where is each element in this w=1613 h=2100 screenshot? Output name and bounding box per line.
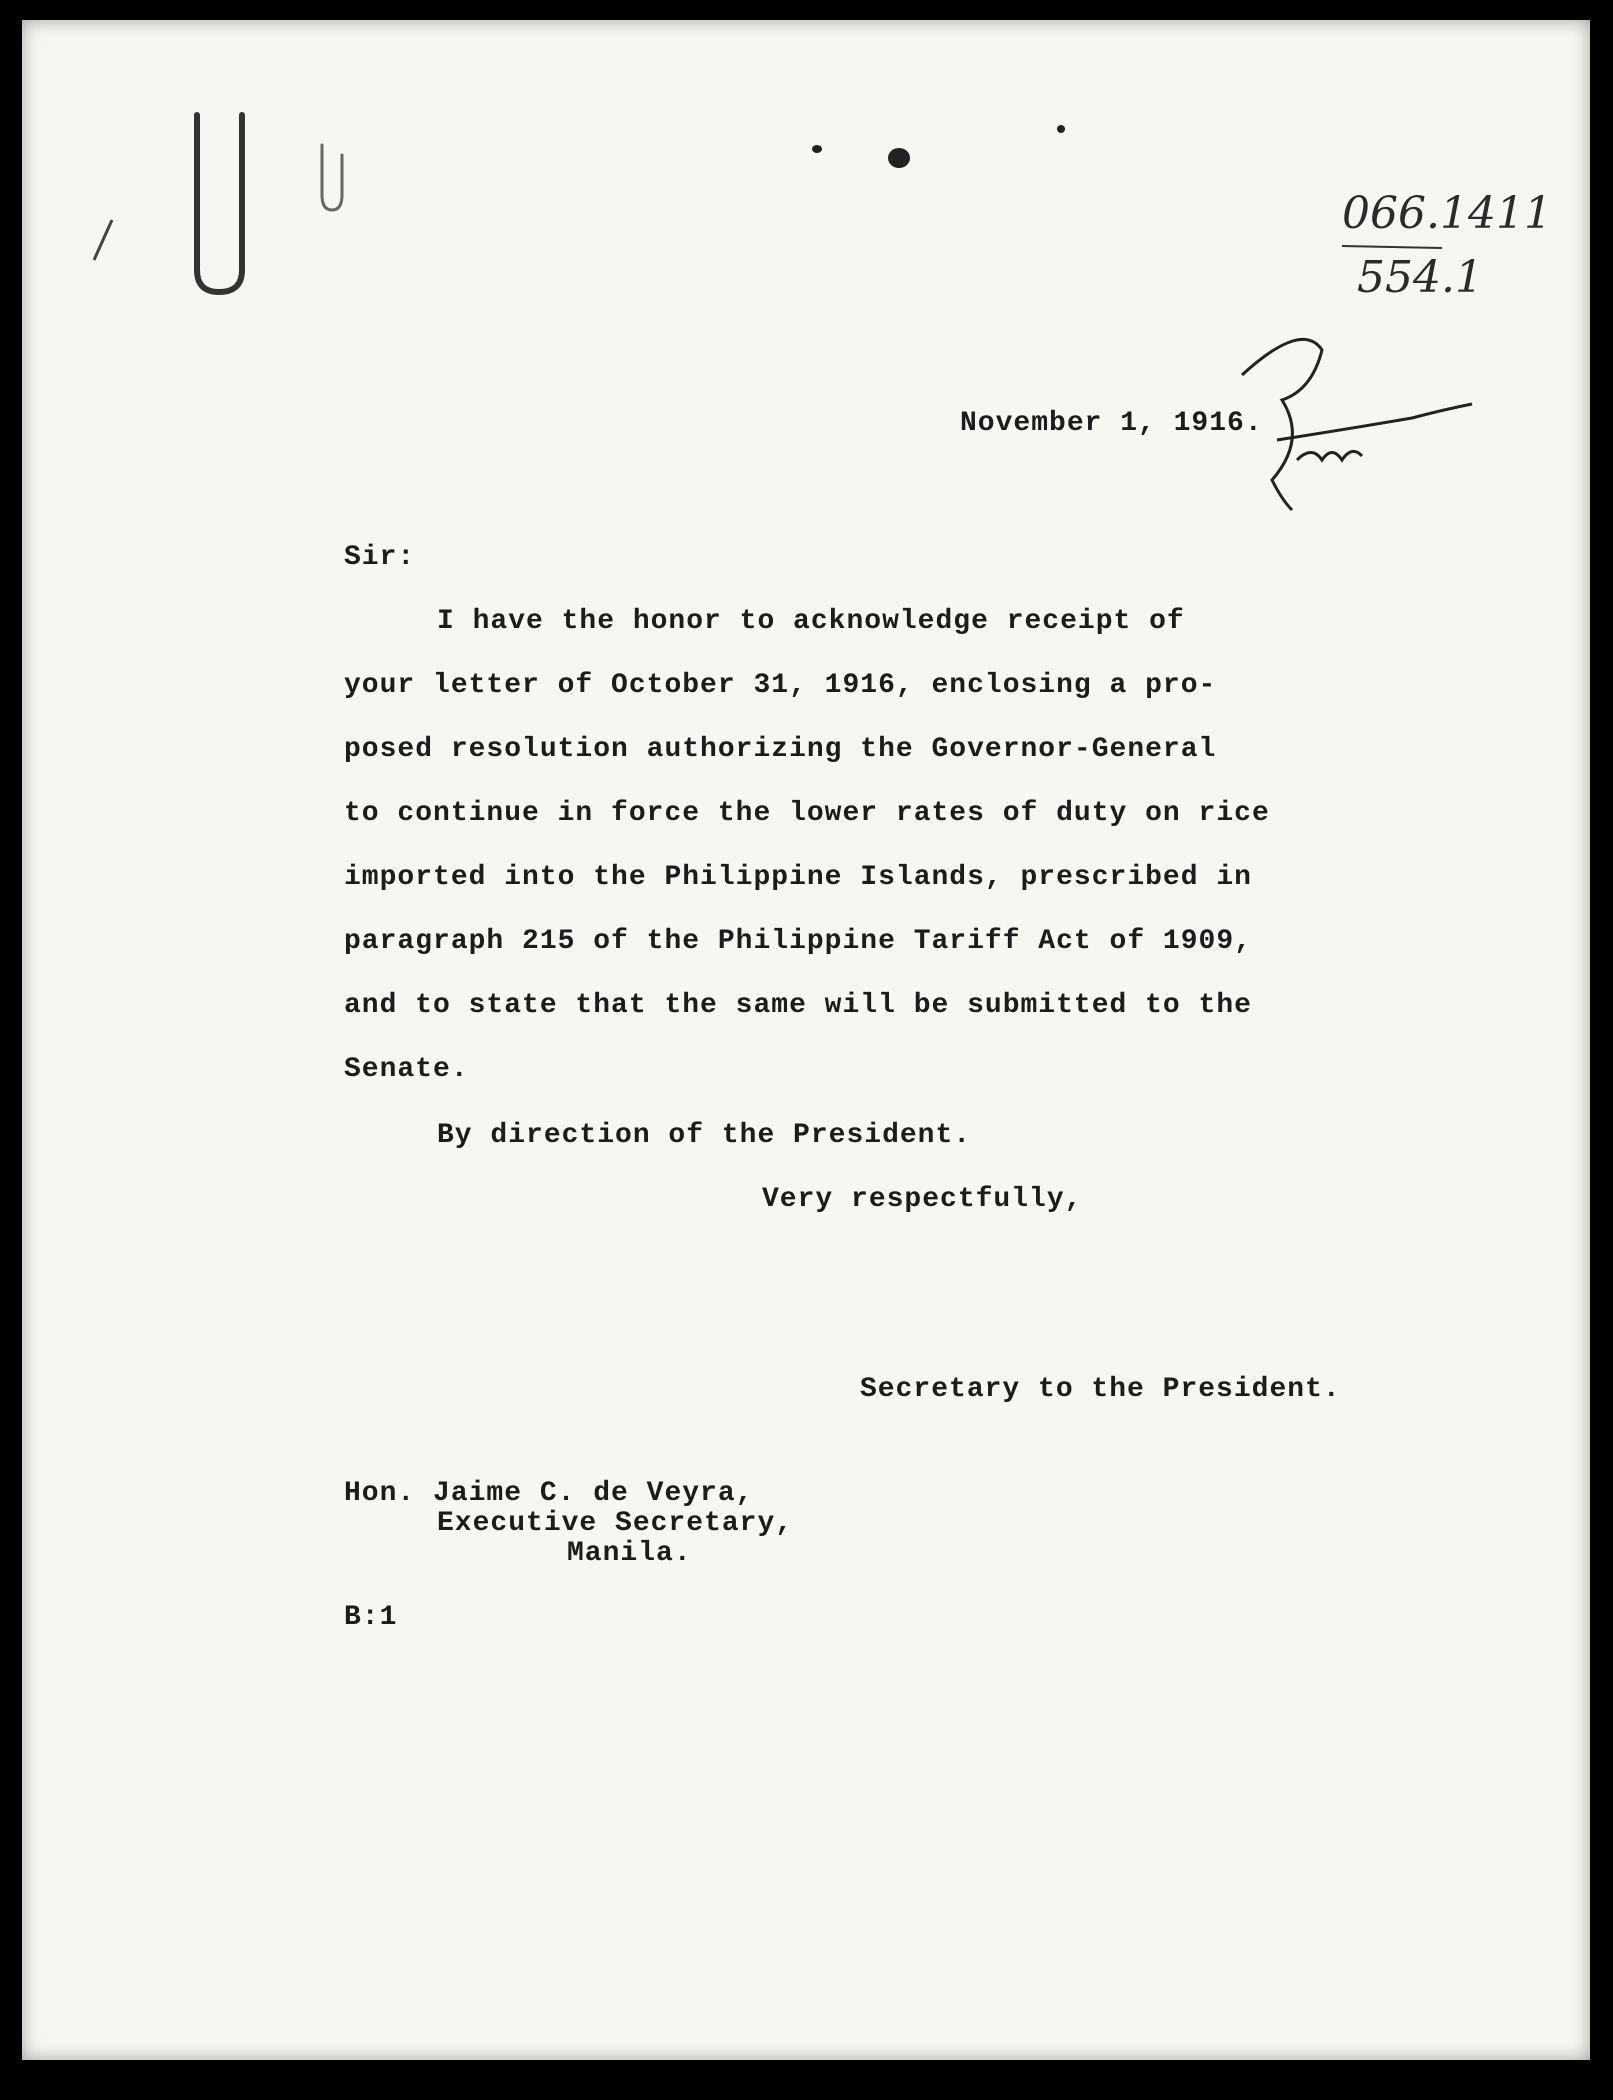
addressee-title: Executive Secretary, xyxy=(437,1508,794,1539)
file-number-top: 066.1411 xyxy=(1342,188,1552,239)
initials-underline xyxy=(1277,404,1472,440)
closing: Very respectfully, xyxy=(762,1184,1083,1215)
ink-speck xyxy=(812,145,822,153)
body-line-1: I have the honor to acknowledge receipt of xyxy=(437,606,1185,637)
file-number-bottom: 554.1 xyxy=(1357,252,1483,303)
paper-clip-outline xyxy=(197,115,242,292)
ink-blot xyxy=(888,148,910,168)
reference-initials: B:1 xyxy=(344,1602,398,1633)
addressee-name: Hon. Jaime C. de Veyra, xyxy=(344,1478,754,1509)
body-line-2: your letter of October 31, 1916, enclosing a pro- xyxy=(344,670,1217,701)
file-number-rule xyxy=(1342,246,1442,248)
body-line-4: to continue in force the lower rates of duty on rice xyxy=(344,798,1270,829)
body-line-7: and to state that the same will be submitted to the xyxy=(344,990,1252,1021)
letter-page xyxy=(22,20,1590,2060)
ink-speck xyxy=(1057,125,1065,133)
paper-clip-mark xyxy=(22,20,1590,2060)
direction-line: By direction of the President. xyxy=(437,1120,972,1151)
letter-date: November 1, 1916. xyxy=(960,408,1263,439)
body-line-3: posed resolution authorizing the Governor-General xyxy=(344,734,1217,765)
body-line-5: imported into the Philippine Islands, prescribed in xyxy=(344,862,1252,893)
edge-scratch xyxy=(94,220,112,260)
salutation: Sir: xyxy=(344,542,416,573)
body-line-8: Senate. xyxy=(344,1054,469,1085)
signature-title: Secretary to the President. xyxy=(860,1374,1341,1405)
initials-loops xyxy=(1297,451,1362,460)
body-line-6: paragraph 215 of the Philippine Tariff Act of 1909, xyxy=(344,926,1252,957)
paper-clip-shadow xyxy=(322,145,342,210)
addressee-city: Manila. xyxy=(567,1538,692,1569)
